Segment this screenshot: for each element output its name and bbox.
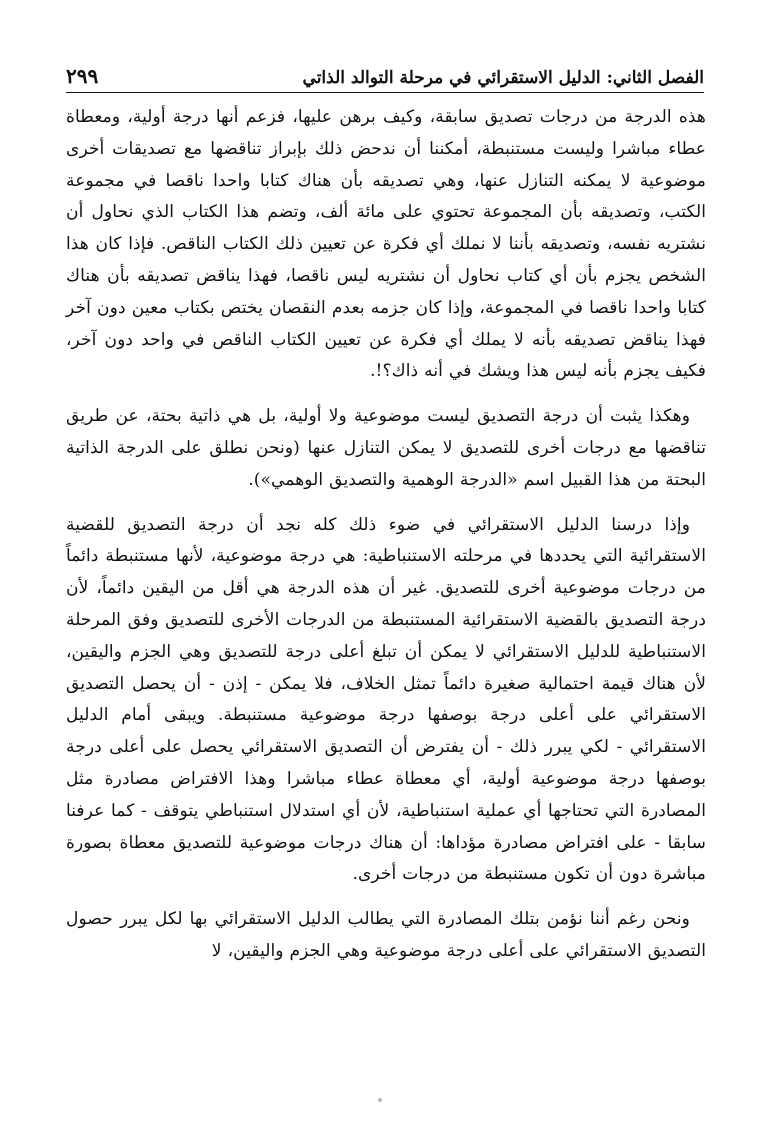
body-text: [66, 102, 706, 981]
page-number: ٢٩٩: [66, 64, 99, 88]
paragraph: وإذا درسنا الدليل الاستقرائي في ضوء ذلك كله نجد أن درجة التصديق للقضية الاستقرائية التي يحددها في مرحلته الاستنباطية: هي درجة موضوعية، لأنها مستنبطة دائماً من درجات موضوعية أخرى للتصديق. غير أن هذه الدرجة هي أقل من اليقين دائماً، لأن درجة التصديق بالقضية الاستقرائية المستنبطة من الدرجات الأخرى للتصديق وفق المرحلة الاستنباطية للدليل الاستقرائي لا يمكن أن تبلغ أعلى درجة للتصديق وهي الجزم واليقين، لأن هناك قيمة احتمالية صغيرة دائماً تمثل الخلاف، فلا يمكن - إذن - أن يحصل التصديق الاستقرائي على أعلى درجة بوصفها درجة موضوعية مستنبطة. ويبقى أمام الدليل الاستقرائي - لكي يبرر ذلك - أن يفترض أن التصديق الاستقرائي يحصل على أعلى درجة بوصفها درجة موضوعية أولية، أي معطاة عطاء مباشرا وهذا الافتراض مصادرة مثل المصادرة التي تحتاجها أي عملية استنباطية، لأن أي استدلال استنباطي يتوقف - كما عرفنا سابقا - على افتراض مصادرة مؤداها: أن هناك درجات موضوعية للتصديق معطاة بصورة مباشرة دون أن تكون مستنبطة من درجات أخرى.: [66, 514, 706, 885]
paragraph: ونحن رغم أننا نؤمن بتلك المصادرة التي يطالب الدليل الاستقرائي بها لكل يبرر حصول التصديق الاستقرائي على أعلى درجة موضوعية وهي الجزم واليقين، لا: [66, 909, 706, 961]
scan-dot-mark: [378, 1098, 382, 1102]
paragraph: وهكذا يثبت أن درجة التصديق ليست موضوعية ولا أولية، بل هي ذاتية بحتة، عن طريق تناقضها مع درجات أخرى للتصديق لا يمكن التنازل عنها (ونحن نطلق على الدرجة الذاتية البحتة من هذا القبيل اسم «الدرجة الوهمية والتصديق الوهمي»).: [66, 406, 706, 490]
running-title: الفصل الثاني: الدليل الاستقرائي في مرحلة التوالد الذاتي: [302, 68, 704, 88]
paragraph: هذه الدرجة من درجات تصديق سابقة، وكيف برهن عليها، فزعم أنها درجة أولية، ومعطاة عطاء مباشرا وليست مستنبطة، أمكننا أن ندحض ذلك بإبراز تناقضها مع تصديقات أخرى موضوعية لا يمكنه التنازل عنها، وهي تصديقه بأن هناك كتابا واحدا ناقصا في مجموعة الكتب، وتصديقه بأن المجموعة تحتوي على مائة ألف، وتضم هذا الكتاب الذي نحاول أن نشتريه نفسه، وتصديقه بأننا لا نملك أي فكرة عن تعيين ذلك الكتاب الناقص. فإذا كان هذا الشخص يجزم بأن أي كتاب نحاول أن نشتريه ليس ناقصا، فهذا يناقض تصديقه بأن هناك كتابا واحدا ناقصا في المجموعة، وإذا كان جزمه بعدم النقصان يختص بكتاب معين دون آخر فهذا يناقض تصديقه بأنه لا يملك أي فكرة عن تعيين الكتاب الناقص في واحد دون آخر، فكيف يجزم بأنه ليس هذا ويشك في أنه ذاك؟!.: [66, 107, 706, 382]
page-header: [66, 56, 704, 93]
